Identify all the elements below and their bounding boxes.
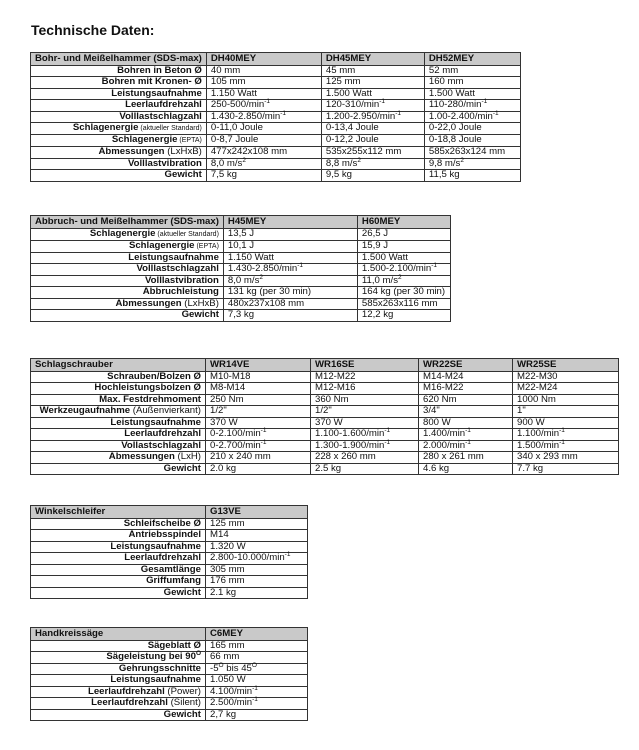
cell-value: $1.100-1.600/\min^{-1}$ — [311, 429, 419, 441]
cell-value: $1.00-2.400/\min^{-1}$ — [424, 111, 520, 123]
cell-value: 2.1 kg — [206, 587, 308, 599]
cell-value: 2,7 kg — [206, 709, 308, 721]
superscript: -1 — [481, 98, 488, 105]
model-header: G13VE — [206, 506, 308, 519]
row-label: Abmessungen (LxHxB) — [31, 298, 224, 310]
cell-value: 125 mm — [206, 518, 308, 530]
table-row — [31, 530, 308, 542]
table-row — [31, 709, 308, 721]
label-note: (LxHxB) — [164, 146, 202, 157]
superscript: -1 — [280, 109, 286, 117]
table-header-row — [31, 359, 619, 372]
cell-value: 1.500 Watt — [424, 88, 520, 100]
table-row — [31, 463, 619, 475]
row-label: Abbruchleistung — [31, 287, 224, 299]
cell-value: 585x263x124 mm — [424, 147, 520, 159]
row-label: Schlagenergie (EPTA) — [31, 135, 207, 147]
row-label: Gehrungsschnitte — [31, 663, 206, 675]
superscript: -1 — [252, 684, 258, 692]
table-row — [31, 553, 308, 565]
cell-value: 26,5 J — [357, 228, 450, 240]
cell-value: 1" — [513, 406, 619, 418]
row-label: Volllastschlagzahl — [31, 111, 207, 123]
table-header-row — [31, 53, 521, 66]
row-label: Volllastvibration — [31, 275, 224, 287]
cell-value: 340 x 293 mm — [513, 452, 619, 464]
table-row — [31, 452, 619, 464]
row-label: Bohren mit Kronen- Ø — [31, 77, 207, 89]
table-row — [31, 652, 308, 664]
table-row — [31, 518, 308, 530]
cell-value: $-5^O$ bis $45^O$ — [206, 663, 308, 675]
row-label: Vollastschlagzahl — [31, 440, 206, 452]
row-label: Griffumfang — [31, 576, 206, 588]
label-note: (LxH) — [174, 451, 201, 462]
cell-value: 210 x 240 mm — [206, 452, 311, 464]
model-header: WR16SE — [311, 359, 419, 372]
cell-value: $0-2.700/\min^{-1}$ — [206, 440, 311, 452]
category-header: Abbruch- und Meißelhammer (SDS-max) — [31, 216, 224, 229]
row-label: Leistungsaufnahme — [31, 675, 206, 687]
superscript: 2 — [259, 273, 263, 281]
cell-value: 1.150 Watt — [206, 88, 321, 100]
model-header: WR14VE — [206, 359, 311, 372]
cell-value: 1.150 Watt — [223, 252, 357, 264]
row-label: Volllastvibration — [31, 158, 207, 170]
cell-value: 7.7 kg — [513, 463, 619, 475]
table-row — [31, 147, 521, 159]
cell-value: 2.5 kg — [311, 463, 419, 475]
superscript: -1 — [465, 438, 471, 446]
cell-value: $2.000/\min^{-1}$ — [419, 440, 513, 452]
table-row — [31, 88, 521, 100]
cell-value: 11,5 kg — [424, 170, 520, 182]
table-row — [31, 111, 521, 123]
table-row — [31, 564, 308, 576]
cell-value: $2.800-10.000/\min^{-1}$ — [206, 553, 308, 565]
cell-value: 0-8,7 Joule — [206, 135, 321, 147]
row-label: Schlagenergie (aktueller Standard) — [31, 228, 224, 240]
cell-value: $1.200-2.950/\min^{-1}$ — [321, 111, 424, 123]
cell-value: 9,5 kg — [321, 170, 424, 182]
row-label: Schlagenergie (EPTA) — [31, 240, 224, 252]
cell-value: 0-22,0 Joule — [424, 123, 520, 135]
superscript: 2 — [357, 156, 361, 164]
table-row — [31, 298, 451, 310]
cell-value: 7,5 kg — [206, 170, 321, 182]
row-label: Abmessungen (LxHxB) — [31, 147, 207, 159]
cell-value: 1.320 W — [206, 541, 308, 553]
row-label: Gesamtlänge — [31, 564, 206, 576]
cell-value: 165 mm — [206, 640, 308, 652]
row-label: Gewicht — [31, 587, 206, 599]
cell-value: 9,8 $m/s^2$ — [424, 158, 520, 170]
row-label: Bohren in Beton Ø — [31, 65, 207, 77]
table-row — [31, 640, 308, 652]
cell-value: $120-310/\min^{-1}$ — [321, 100, 424, 112]
cell-value: 105 mm — [206, 77, 321, 89]
cell-value: 13,5 J — [223, 228, 357, 240]
cell-value: 1.500 Watt — [321, 88, 424, 100]
spec-table — [30, 358, 619, 475]
row-label: Leistungsaufnahme — [31, 541, 206, 553]
cell-value: M10-M18 — [206, 371, 311, 383]
model-header: H60MEY — [357, 216, 450, 229]
table-row — [31, 287, 451, 299]
row-label: Antriebsspindel — [31, 530, 206, 542]
table-row — [31, 675, 308, 687]
superscript: -1 — [384, 427, 391, 434]
cell-value: $1.430-2.850/\min^{-1}$ — [223, 264, 357, 276]
cell-value: 800 W — [419, 417, 513, 429]
table-row — [31, 576, 308, 588]
table-row — [31, 417, 619, 429]
cell-value: 280 x 261 mm — [419, 452, 513, 464]
cell-value: M8-M14 — [206, 383, 311, 395]
table-row — [31, 228, 451, 240]
model-header: WR22SE — [419, 359, 513, 372]
superscript: -1 — [297, 262, 304, 269]
cell-value: $0-2.100/\min^{-1}$ — [206, 429, 311, 441]
cell-value: 1/2" — [206, 406, 311, 418]
cell-value: 535x255x112 mm — [321, 147, 424, 159]
model-header: C6MEY — [206, 628, 308, 641]
category-header: Winkelschleifer — [31, 506, 206, 519]
superscript: -1 — [260, 438, 267, 446]
cell-value: 305 mm — [206, 564, 308, 576]
row-label: Leistungsaufnahme — [31, 88, 207, 100]
cell-value: 8,0 $m/s^2$ — [223, 275, 357, 287]
superscript: -1 — [492, 109, 499, 117]
cell-value: $110-280/\min^{-1}$ — [424, 100, 520, 112]
page-title: Technische Daten: — [31, 22, 155, 38]
model-header: H45MEY — [223, 216, 357, 229]
table-row — [31, 100, 521, 112]
cell-value: 477x242x108 mm — [206, 147, 321, 159]
cell-value: 66 mm — [206, 652, 308, 664]
cell-value: 15,9 J — [357, 240, 450, 252]
spec-table — [30, 52, 521, 182]
row-label: Leerlaufdrehzahl — [31, 553, 206, 565]
table-row — [31, 587, 308, 599]
table-row — [31, 541, 308, 553]
label-note: (aktueller Standard) — [138, 125, 202, 132]
superscript: O — [251, 661, 257, 669]
table-row — [31, 240, 451, 252]
table-row — [31, 440, 619, 452]
cell-value: 164 kg (per 30 min) — [357, 287, 450, 299]
cell-value: 3/4" — [419, 406, 513, 418]
cell-value: 52 mm — [424, 65, 520, 77]
row-label: Leerlaufdrehzahl — [31, 429, 206, 441]
table-row — [31, 275, 451, 287]
table-row — [31, 406, 619, 418]
cell-value: 4.6 kg — [419, 463, 513, 475]
row-label: Gewicht — [31, 310, 224, 322]
cell-value: 2.0 kg — [206, 463, 311, 475]
table-row — [31, 264, 451, 276]
row-label: Schleifscheibe Ø — [31, 518, 206, 530]
superscript: -1 — [379, 98, 385, 105]
model-header: DH52MEY — [424, 53, 520, 66]
superscript: -1 — [395, 109, 401, 117]
superscript: O — [195, 650, 201, 657]
cell-value: $2.500/\min^{-1}$ — [206, 698, 308, 710]
label-note: (Außenvierkant) — [130, 405, 201, 416]
superscript: -1 — [252, 696, 258, 703]
table-header-row — [31, 216, 451, 229]
table-row — [31, 252, 451, 264]
cell-value: $250-500/\min^{-1}$ — [206, 100, 321, 112]
cell-value: 900 W — [513, 417, 619, 429]
cell-value: $1.500-2.100/\min^{-1}$ — [357, 264, 450, 276]
table-header-row — [31, 506, 308, 519]
category-header: Bohr- und Meißelhammer (SDS-max) — [31, 53, 207, 66]
superscript: -1 — [264, 98, 270, 105]
label-note: (EPTA) — [194, 242, 219, 250]
cell-value: 125 mm — [321, 77, 424, 89]
row-label: Gewicht — [31, 170, 207, 182]
spec-table — [30, 215, 451, 322]
category-header: Handkreissäge — [31, 628, 206, 641]
cell-value: 0-11,0 Joule — [206, 123, 321, 135]
superscript: -1 — [431, 262, 438, 269]
row-label: Hochleistungsbolzen Ø — [31, 383, 206, 395]
model-header: WR25SE — [513, 359, 619, 372]
cell-value: M14-M24 — [419, 371, 513, 383]
superscript: 2 — [398, 273, 402, 281]
label-note: (aktueller Standard) — [155, 230, 219, 238]
label-note: (Power) — [164, 685, 201, 697]
cell-value: 480x237x108 mm — [223, 298, 357, 310]
superscript: -1 — [284, 551, 291, 558]
table-row — [31, 77, 521, 89]
cell-value: 1.050 W — [206, 675, 308, 687]
cell-value: 250 Nm — [206, 394, 311, 406]
cell-value: 0-13,4 Joule — [321, 123, 424, 135]
table-row — [31, 698, 308, 710]
cell-value: M12-M22 — [311, 371, 419, 383]
superscript: 2 — [460, 156, 464, 164]
table-row — [31, 663, 308, 675]
cell-value: 0-18,8 Joule — [424, 135, 520, 147]
cell-value: $1.100/\min^{-1}$ — [513, 429, 619, 441]
cell-value: M22-M24 — [513, 383, 619, 395]
cell-value: 620 Nm — [419, 394, 513, 406]
table-header-row — [31, 628, 308, 641]
table-row — [31, 310, 451, 322]
label-note: (Silent) — [167, 697, 201, 708]
model-header: DH40MEY — [206, 53, 321, 66]
cell-value: 10,1 J — [223, 240, 357, 252]
row-label: Werkzeugaufnahme (Außenvierkant) — [31, 406, 206, 418]
cell-value: M16-M22 — [419, 383, 513, 395]
cell-value: 45 mm — [321, 65, 424, 77]
cell-value: 370 W — [206, 417, 311, 429]
cell-value: 1000 Nm — [513, 394, 619, 406]
cell-value: 0-12,2 Joule — [321, 135, 424, 147]
row-label: Leerlaufdrehzahl (Silent) — [31, 698, 206, 710]
table-row — [31, 65, 521, 77]
table-row — [31, 135, 521, 147]
table-row — [31, 170, 521, 182]
cell-value: $1.430-2.850/\min^{-1}$ — [206, 111, 321, 123]
cell-value: 131 kg (per 30 min) — [223, 287, 357, 299]
superscript: -1 — [559, 438, 565, 446]
row-label: Sägeleistung bei $90^O$ — [31, 652, 206, 664]
row-label: Gewicht — [31, 709, 206, 721]
row-label: Schrauben/Bolzen Ø — [31, 371, 206, 383]
superscript: O — [218, 661, 224, 669]
table-row — [31, 371, 619, 383]
row-label: Volllastschlagzahl — [31, 264, 224, 276]
label-note: (LxHxB) — [181, 297, 219, 309]
row-label: Abmessungen (LxH) — [31, 452, 206, 464]
row-label: Leistungsaufnahme — [31, 417, 206, 429]
superscript: -1 — [384, 438, 391, 446]
cell-value: $1.300-1.900/\min^{-1}$ — [311, 440, 419, 452]
cell-value: 585x263x116 mm — [357, 298, 450, 310]
row-label: Leerlaufdrehzahl — [31, 100, 207, 112]
row-label: Schlagenergie (aktueller Standard) — [31, 123, 207, 135]
table-row — [31, 123, 521, 135]
spec-table — [30, 627, 308, 721]
superscript: -1 — [559, 427, 565, 434]
superscript: 2 — [242, 156, 246, 164]
model-header: DH45MEY — [321, 53, 424, 66]
table-row — [31, 394, 619, 406]
cell-value: 12,2 kg — [357, 310, 450, 322]
cell-value: 40 mm — [206, 65, 321, 77]
cell-value: 8,0 $m/s^2$ — [206, 158, 321, 170]
table-row — [31, 429, 619, 441]
label-note: (EPTA) — [177, 137, 202, 144]
row-label: Gewicht — [31, 463, 206, 475]
table-row — [31, 383, 619, 395]
row-label: Max. Festdrehmoment — [31, 394, 206, 406]
cell-value: $4.100/\min^{-1}$ — [206, 686, 308, 698]
category-header: Schlagschrauber — [31, 359, 206, 372]
cell-value: 176 mm — [206, 576, 308, 588]
cell-value: 160 mm — [424, 77, 520, 89]
cell-value: $1.500/\min^{-1}$ — [513, 440, 619, 452]
cell-value: 1.500 Watt — [357, 252, 450, 264]
cell-value: 370 W — [311, 417, 419, 429]
cell-value: $1.400/\min^{-1}$ — [419, 429, 513, 441]
row-label: Leerlaufdrehzahl (Power) — [31, 686, 206, 698]
cell-value: 228 x 260 mm — [311, 452, 419, 464]
cell-value: 11,0 $m/s^2$ — [357, 275, 450, 287]
cell-value: M14 — [206, 530, 308, 542]
table-row — [31, 686, 308, 698]
cell-value: 1/2" — [311, 406, 419, 418]
superscript: -1 — [465, 427, 471, 434]
superscript: -1 — [260, 427, 267, 434]
cell-value: M12-M16 — [311, 383, 419, 395]
cell-value: M22-M30 — [513, 371, 619, 383]
cell-value: 360 Nm — [311, 394, 419, 406]
cell-value: 7,3 kg — [223, 310, 357, 322]
cell-value: 8,8 $m/s^2$ — [321, 158, 424, 170]
row-label: Leistungsaufnahme — [31, 252, 224, 264]
row-label: Sägeblatt Ø — [31, 640, 206, 652]
spec-table — [30, 505, 308, 599]
table-row — [31, 158, 521, 170]
